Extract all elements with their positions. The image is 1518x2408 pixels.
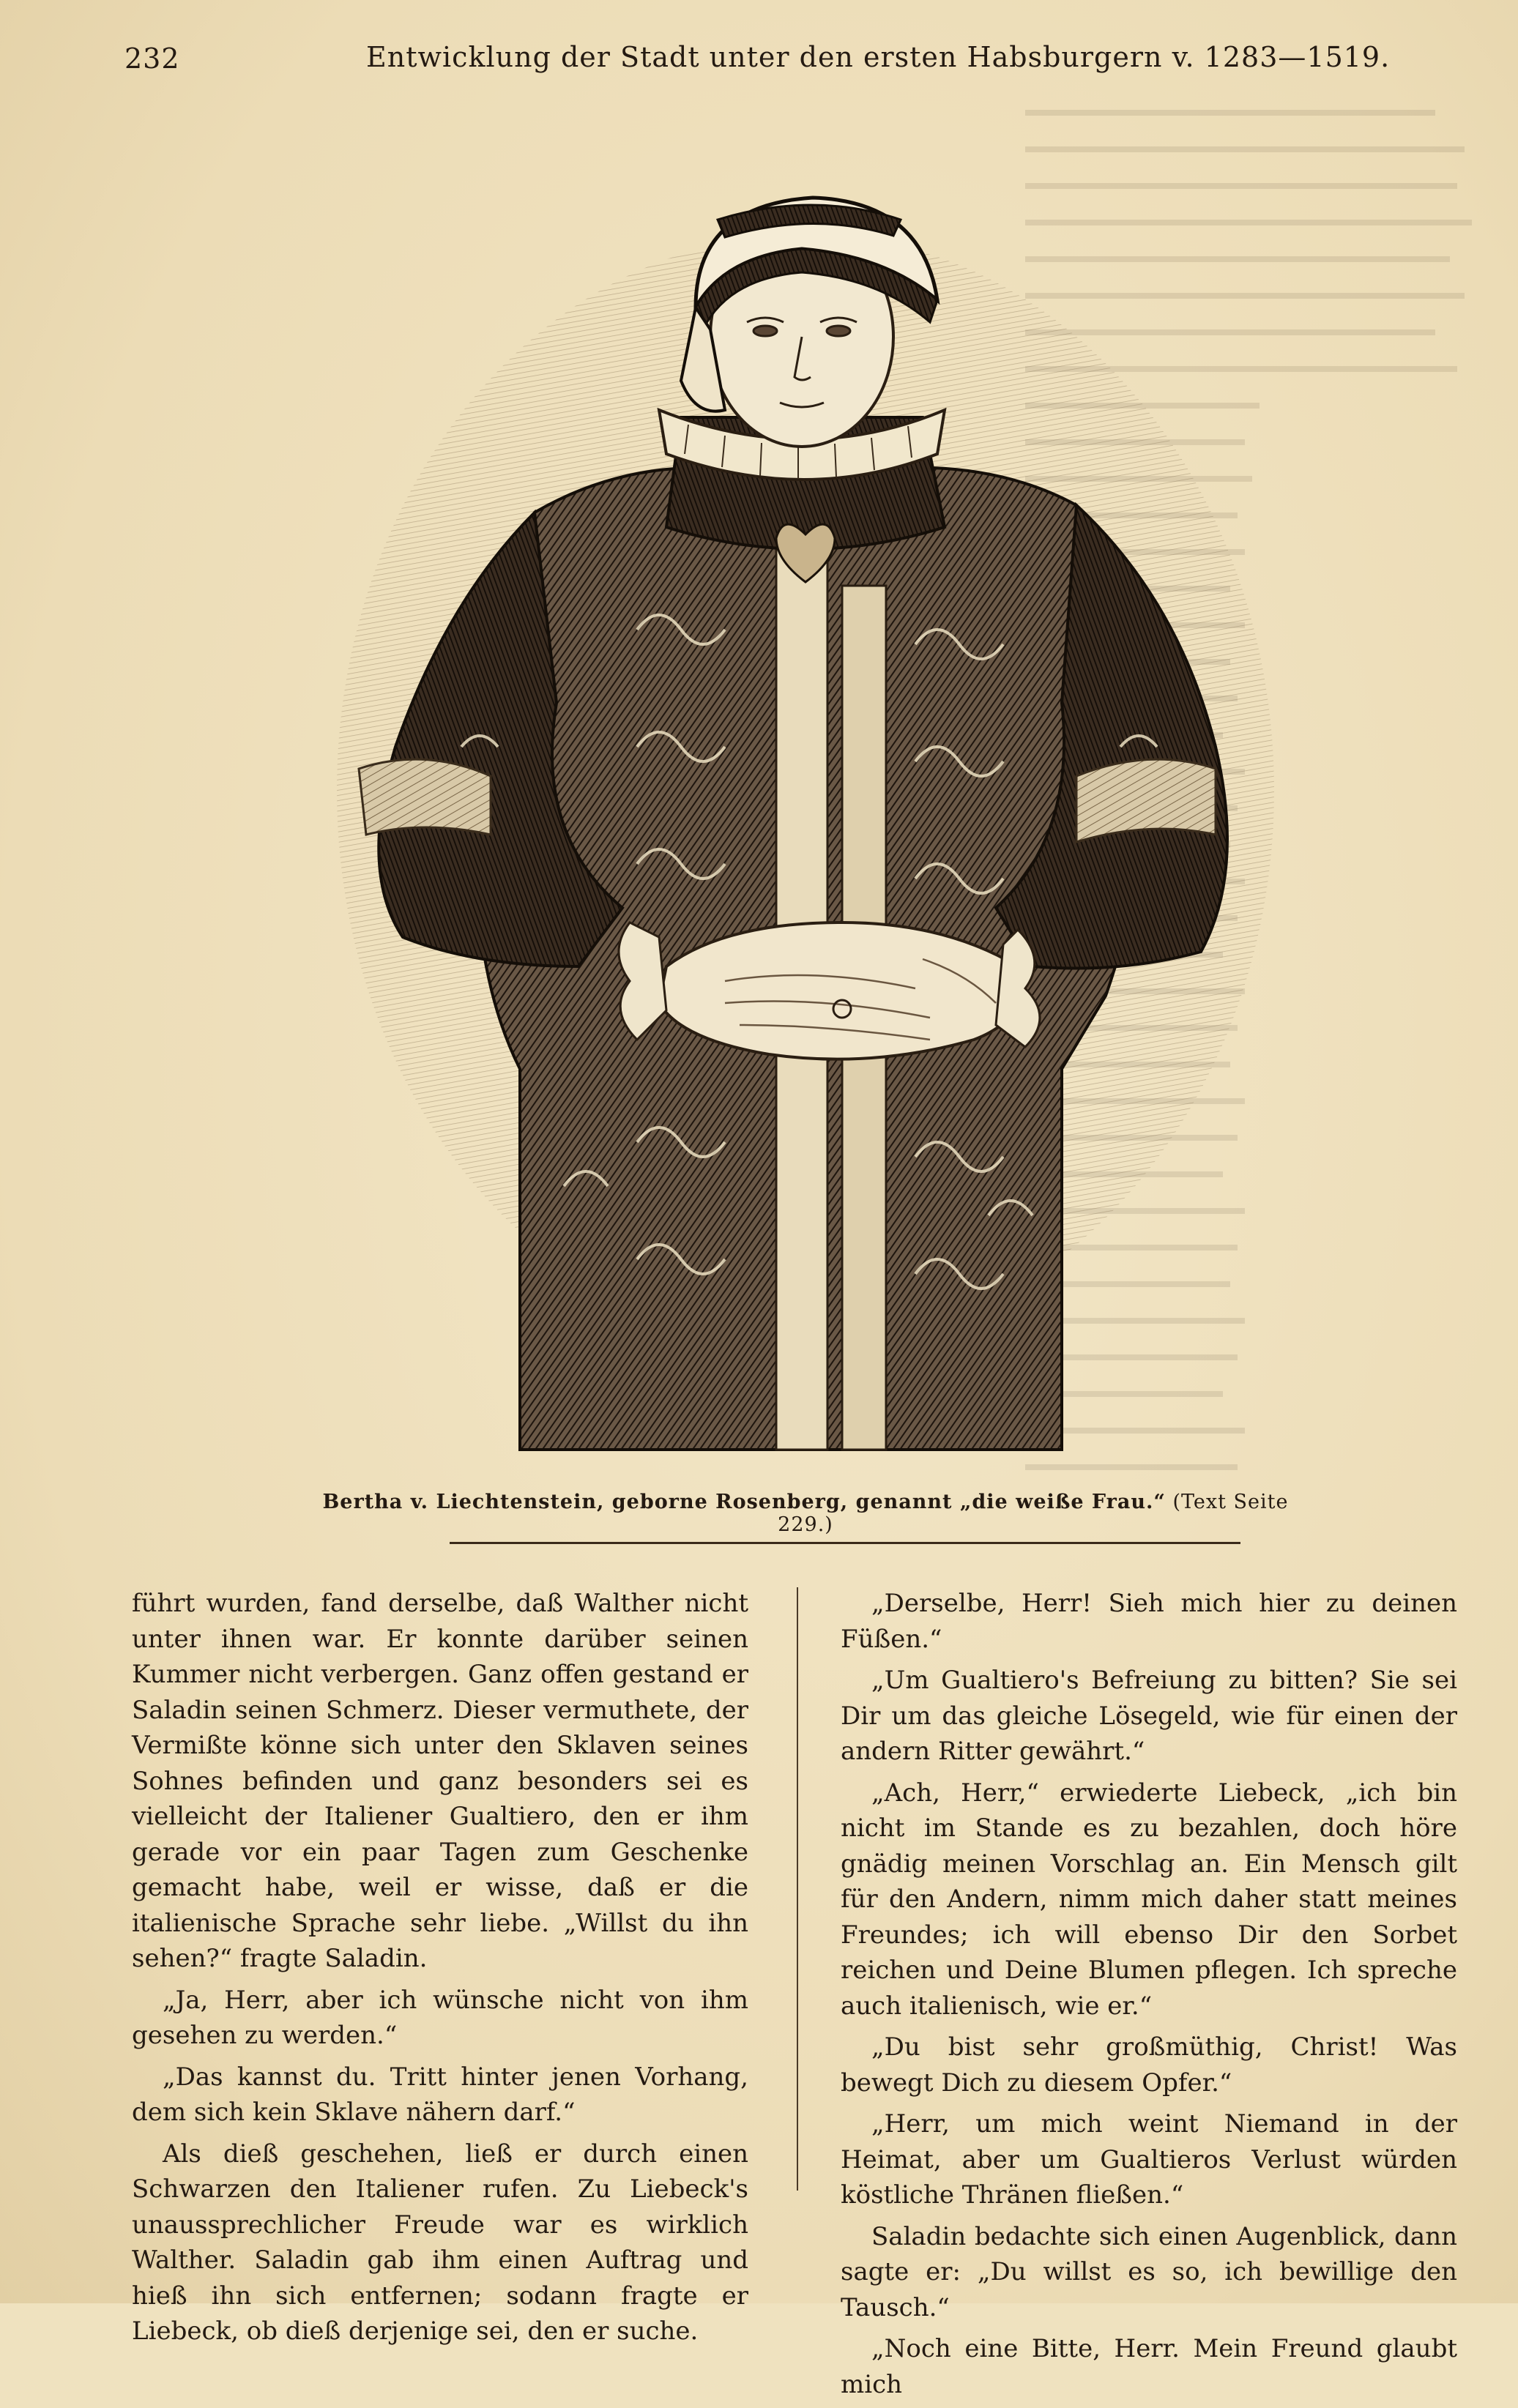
- paragraph: „Um Gualtiero's Befreiung zu bitten? Sie sei Dir um das gleiche Lösegeld, wie für einen der andern Ritter gewährt.“: [841, 1666, 1457, 1766]
- running-header: [117, 38, 1465, 82]
- paragraph: „Du bist sehr großmüthig, Christ! Was bewegt Dich zu diesem Opfer.“: [841, 2032, 1457, 2098]
- figure-caption: [322, 1491, 1289, 1536]
- paragraph: „Noch eine Bitte, Herr. Mein Freund glaubt mich: [841, 2334, 1457, 2399]
- right-fur-cuff: [1076, 759, 1216, 842]
- paragraph: „Derselbe, Herr! Sieh mich hier zu deinen Füßen.“: [841, 1589, 1457, 1654]
- paragraph: Als dieß geschehen, ließ er durch einen Schwarzen den Italiener rufen. Zu Liebeck's unaussprechlicher Freude war es wirklich Walther. Saladin gab ihm einen Auftrag und hieß ihn sich entfernen; sodann fragte er Liebeck, ob dieß derjenige sei, den er suche.: [132, 2139, 748, 2346]
- caption-reference: (Text Seite 229.): [778, 1491, 1289, 1536]
- running-title: Entwicklung der Stadt unter den ersten Habsburgern v. 1283—1519.: [366, 41, 1391, 73]
- paragraph: „Das kannst du. Tritt hinter jenen Vorhang, dem sich kein Sklave nähern darf.“: [132, 2062, 748, 2127]
- left-fur-cuff: [359, 759, 491, 835]
- portrait-engraving: [315, 190, 1296, 1464]
- caption-title: Bertha v. Liechtenstein, geborne Rosenberg, genannt „die weiße Frau.“: [322, 1491, 1166, 1513]
- paragraph: „Ja, Herr, aber ich wünsche nicht von ihm gesehen zu werden.“: [132, 1985, 748, 2050]
- page-number: 232: [124, 42, 180, 75]
- paragraph: „Herr, um mich weint Niemand in der Heimat, aber um Gualtieros Verlust würden köstliche Thränen fließen.“: [841, 2109, 1457, 2210]
- paragraph: führt wurden, fand derselbe, daß Walther nicht unter ihnen war. Er konnte darüber seinen Kummer nicht verbergen. Ganz offen gestand er Saladin seinen Schmerz. Dieser vermuthete, der Vermißte könne sich unter den Sklaven seines Sohnes befinden und ganz besonders sei es vielleicht der Italiener Gualtiero, den er ihm gerade vor ein paar Tagen zum Geschenke gemacht habe, weil er wisse, daß er die italienische Sprache sehr liebe. „Willst du ihn sehen?“ fragte Saladin.: [132, 1589, 748, 1973]
- paragraph: „Ach, Herr,“ erwiederte Liebeck, „ich bin nicht im Stande es zu bezahlen, doch höre gnädig meinen Vorschlag an. Ein Mensch gilt für den Andern, nimm mich daher statt meines Freundes; ich will ebenso Dir den Sorbet reichen und Deine Blumen pflegen. Ich spreche auch italienisch, wie er.“: [841, 1778, 1457, 2021]
- caption-rule: [450, 1542, 1240, 1544]
- column-divider: [797, 1587, 798, 2191]
- right-text-column: [841, 1586, 1457, 2408]
- clasped-hands: [659, 922, 1021, 1059]
- paragraph: Saladin bedachte sich einen Augenblick, dann sagte er: „Du willst es so, ich bewillige den Tausch.“: [841, 2221, 1457, 2322]
- left-text-column: [132, 1586, 748, 2355]
